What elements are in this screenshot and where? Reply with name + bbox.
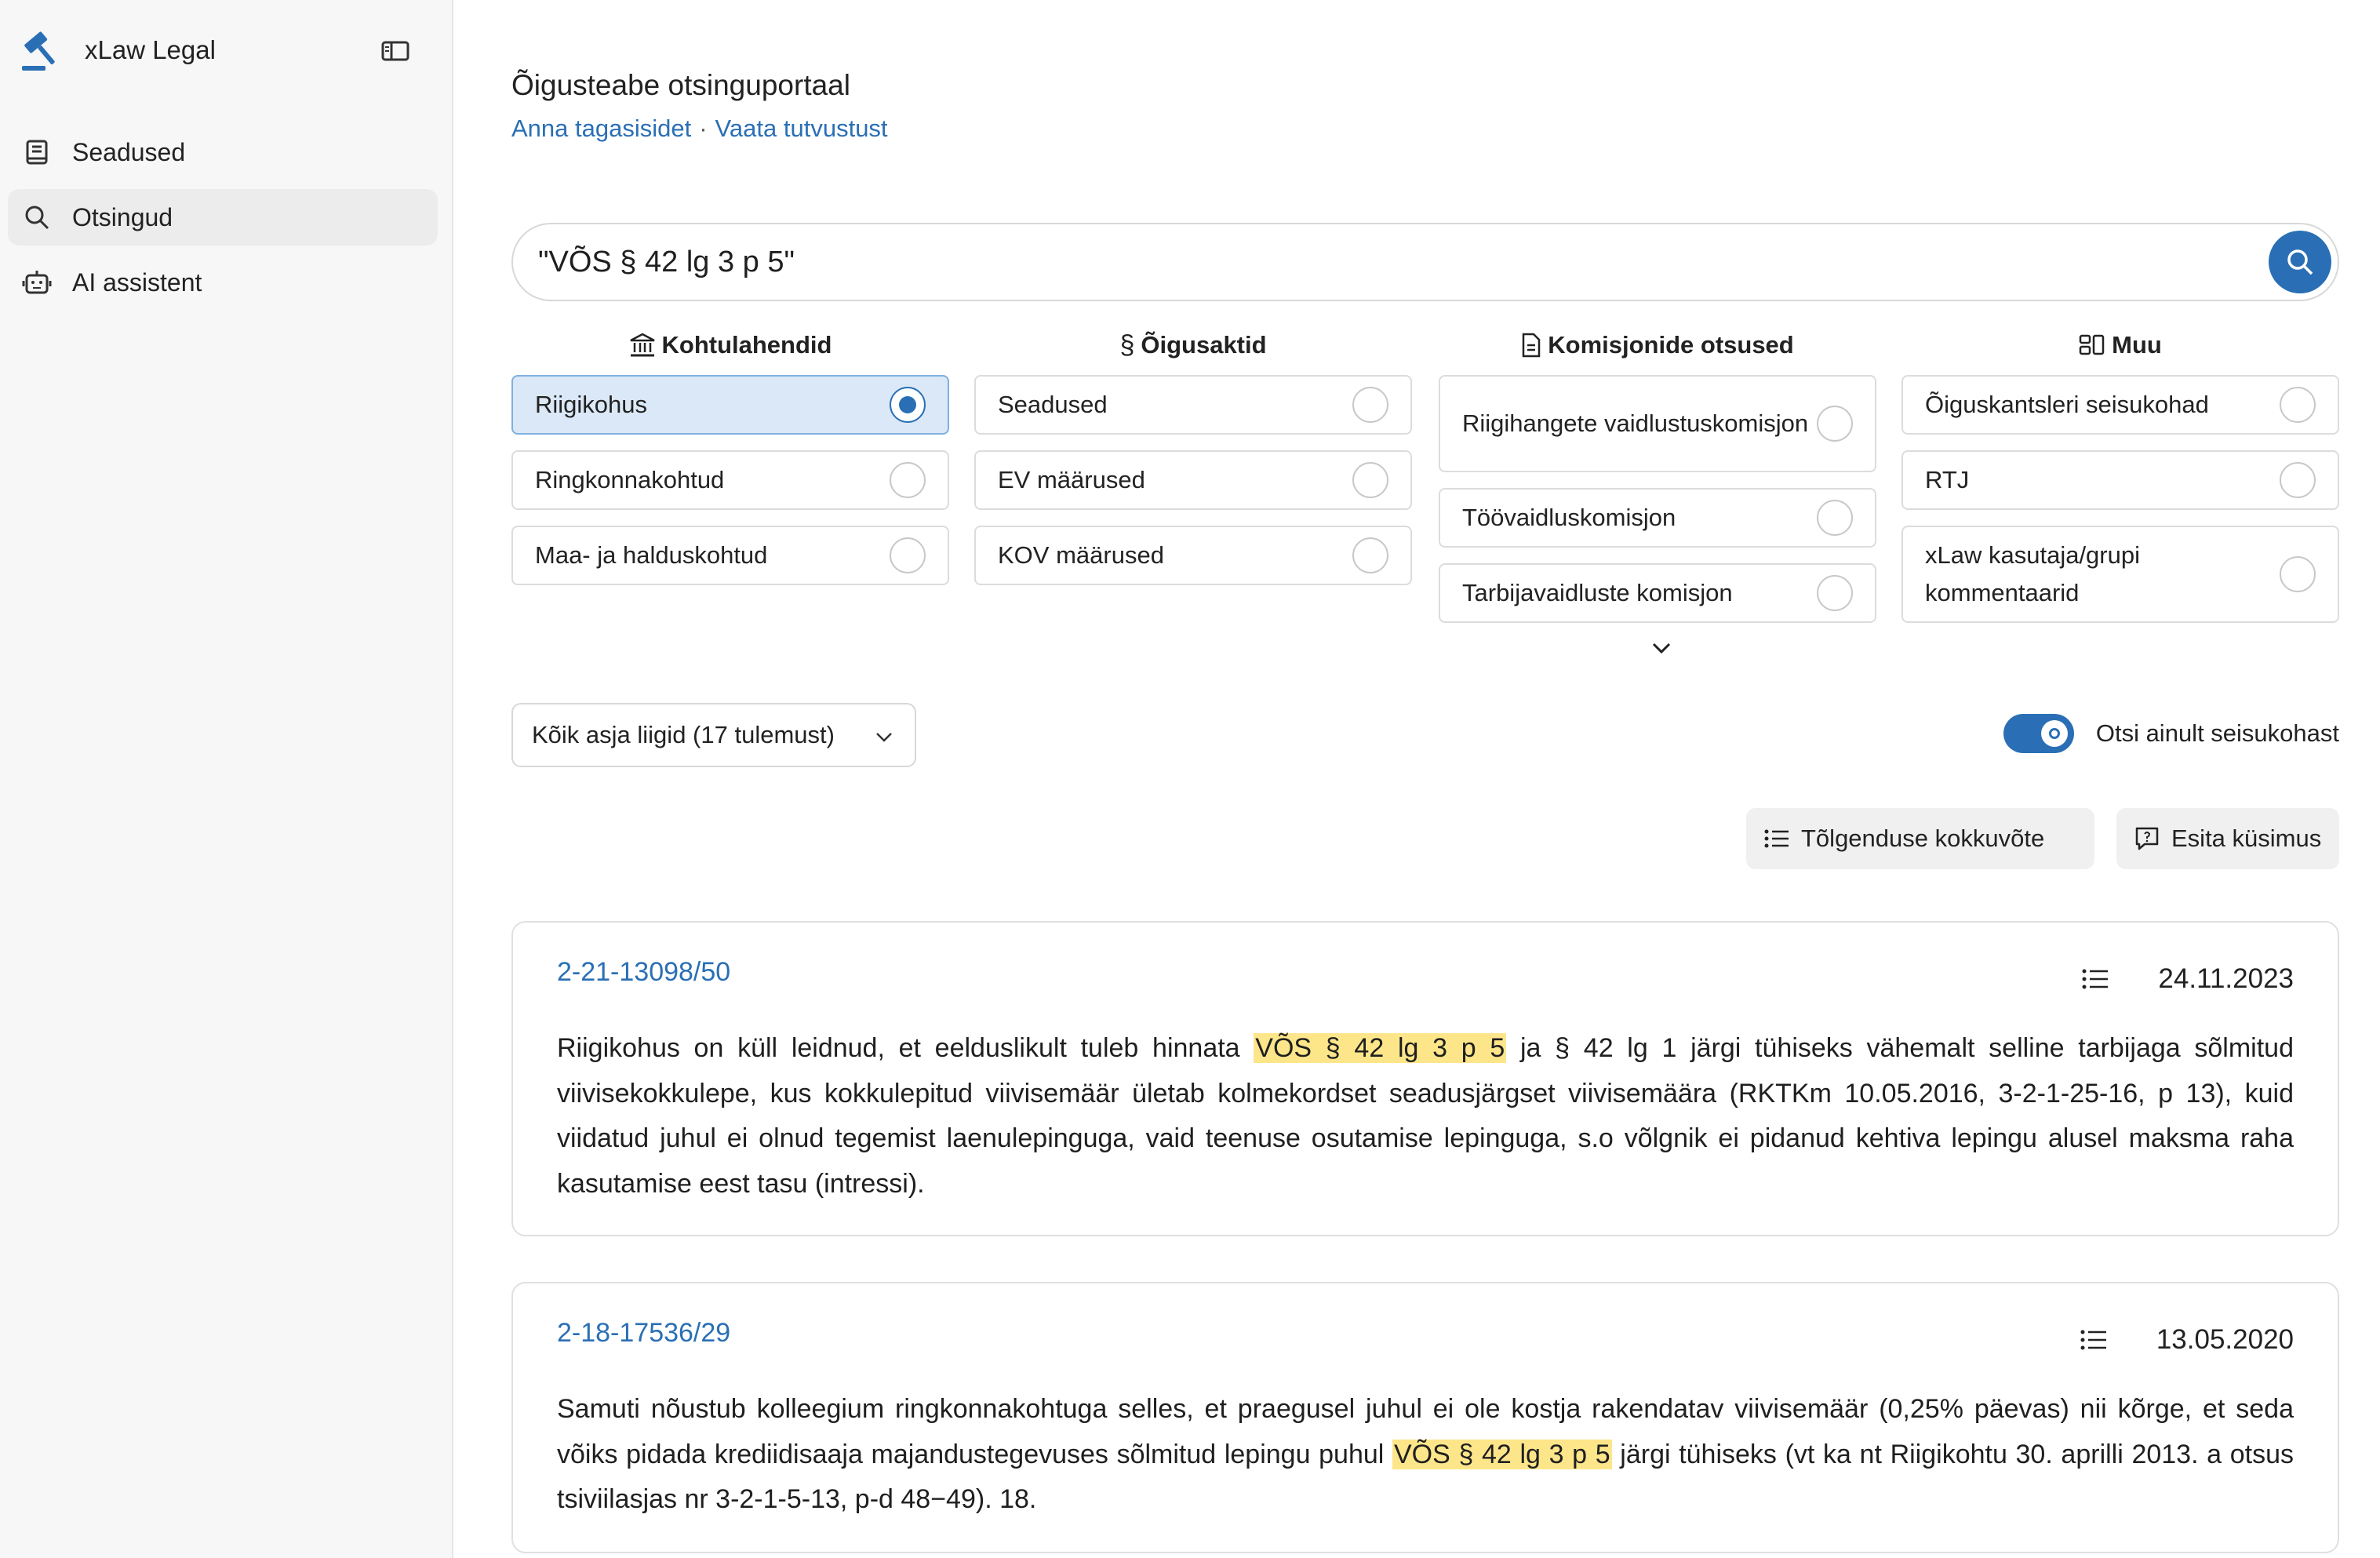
interpretation-summary-button[interactable]: Tõlgenduse kokkuvõte [1746,808,2094,869]
option-xlaw-kommentaarid[interactable]: xLaw kasutaja/grupi kommentaarid [1901,526,2339,623]
paragraph-icon: § [1119,329,1135,360]
sidebar-nav [8,124,438,319]
document-icon [1521,333,1541,358]
option-maa-ja-halduskohtud[interactable]: Maa- ja halduskohtud [511,526,949,585]
option-ringkonnakohtud[interactable]: Ringkonnakohtud [511,450,949,510]
search-result-card [511,921,2339,1236]
result-meta [2081,963,2294,995]
search-result-card [511,1282,2339,1553]
option-tarbijavaidluste-komisjon[interactable]: Tarbijavaidluste komisjon [1439,563,1876,623]
result-date: 24.11.2023 [2158,963,2294,994]
option-kov-maarused[interactable]: KOV määrused [974,526,1412,585]
brand-name: xLaw Legal [85,35,216,64]
tour-link[interactable]: Vaata tutvustust [715,115,888,142]
radio-button[interactable] [890,462,926,498]
category-heading: Muu [1901,328,2339,362]
gavel-logo-icon [19,27,66,74]
radio-button[interactable] [890,387,926,423]
position-only-toggle[interactable] [2003,714,2074,753]
option-rtj[interactable]: RTJ [1901,450,2339,510]
header-links [511,115,888,143]
page-title: Õigusteabe otsinguportaal [511,69,850,101]
result-date: 13.05.2020 [2156,1324,2294,1355]
case-number-link[interactable]: 2-21-13098/50 [557,957,731,987]
feedback-link[interactable]: Anna tagasisidet [511,115,692,142]
result-excerpt: Riigikohus on küll leidnud, et eelduslikult tuleb hinnata VÕS § 42 lg 3 p 5 ja § 42 lg 1 järgi tühiseks vähemalt selline tarbijaga sõlmitud viivisekokkulepe, kus kokkulepitud viivisemäär ületab kolmekordset seadusjärgset viivisemäära (RKTKm 10.05.2016, 3-2-1-25-16, p 13), kuid viidatud juhul ei olnud tegemist laenulepinguga, vaid teenuse osutamise lepinguga, s.o võlgnik ei pidanud kehtiva lepingu alusel maksma raha kasutamise eest tasu (intressi). [557,1033,2294,1199]
search-icon [2285,247,2315,277]
sidebar-item-otsingud[interactable] [8,189,438,246]
radio-button[interactable] [1352,462,1388,498]
sidebar-toggle-button[interactable] [380,36,411,66]
radio-button[interactable] [1352,537,1388,573]
result-excerpt: Samuti nõustub kolleegium ringkonnakohtuga selles, et praegusel juhul ei ole kostja rakendatav viivisemäär (0,25% päevas) nii kõrge, et seda võiks pidada krediidisaaja majandustegevuses sõlmitud lepingu puhul VÕS § 42 lg 3 p 5 järgi tühiseks (vt ka nt Riigikohtu 30. aprilli 2013. a otsus tsiviilasjas nr 3-2-1-5-13, p-d 48−49). 18. [557,1394,2294,1514]
radio-button[interactable] [1817,406,1853,442]
category-heading: Kohtulahendid [511,328,949,362]
option-oiguskantsleri-seisukohad[interactable]: Õiguskantsleri seisukohad [1901,375,2339,435]
case-number-link[interactable]: 2-18-17536/29 [557,1318,731,1348]
chat-question-icon [2134,826,2160,851]
sidebar-item-label: AI assistent [72,268,202,297]
details-list-button[interactable] [2081,966,2109,992]
chevron-down-icon [872,725,896,748]
radio-button[interactable] [1817,575,1853,611]
option-seadused[interactable]: Seadused [974,375,1412,435]
category-heading: Komisjonide otsused [1439,328,1876,362]
sidebar-item-label: Otsingud [72,202,173,231]
list-icon [2081,966,2109,992]
category-komisjonide-otsused [1439,328,1876,606]
option-toovaidluskomisjon[interactable]: Töövaidluskomisjon [1439,488,1876,548]
sidebar-item-ai-assistent[interactable] [8,254,438,311]
option-ev-maarused[interactable]: EV määrused [974,450,1412,510]
sidebar-item-seadused[interactable] [8,124,438,180]
grid-icon [2079,333,2105,357]
search-highlight: VÕS § 42 lg 3 p 5 [1394,1439,1610,1469]
toggle-knob [2041,720,2068,747]
list-icon [1763,827,1790,850]
courthouse-icon [629,333,656,358]
search-input[interactable] [537,245,2187,280]
search-icon [22,202,52,232]
toggle-label: Otsi ainult seisukohast [2095,719,2339,747]
category-kohtulahendid [511,328,949,569]
radio-button[interactable] [890,537,926,573]
ask-question-button[interactable]: Esita küsimus [2116,808,2339,869]
brand[interactable] [19,27,216,74]
link-separator: · [699,115,708,142]
details-list-button[interactable] [2080,1327,2108,1352]
radio-button[interactable] [2280,556,2316,592]
book-icon [22,137,52,167]
option-riigihangete-vaidlustuskomisjon[interactable]: Riigihangete vaidlustuskomisjon [1439,375,1876,472]
category-heading: § Õigusaktid [1119,329,1267,360]
expand-categories-chevron-icon[interactable] [1647,634,1676,662]
radio-button[interactable] [2280,387,2316,423]
search-button[interactable] [2269,231,2331,293]
list-icon [2080,1327,2108,1352]
robot-icon [22,268,52,297]
result-meta [2080,1324,2294,1356]
case-type-select[interactable]: Kõik asja liigid (17 tulemust) [511,703,916,767]
sidebar-item-label: Seadused [72,137,186,166]
category-oigusaktid [974,328,1412,569]
search-highlight: VÕS § 42 lg 3 p 5 [1255,1033,1505,1063]
radio-button[interactable] [1817,500,1853,536]
sidebar-panel-icon [380,36,411,66]
radio-button[interactable] [2280,462,2316,498]
main-content [511,0,2339,1558]
sidebar [0,0,453,1558]
position-only-toggle-group [2003,714,2339,753]
category-muu [1901,328,2339,606]
radio-button[interactable] [1352,387,1388,423]
option-riigikohus[interactable]: Riigikohus [511,375,949,435]
search-bar [511,223,2339,301]
